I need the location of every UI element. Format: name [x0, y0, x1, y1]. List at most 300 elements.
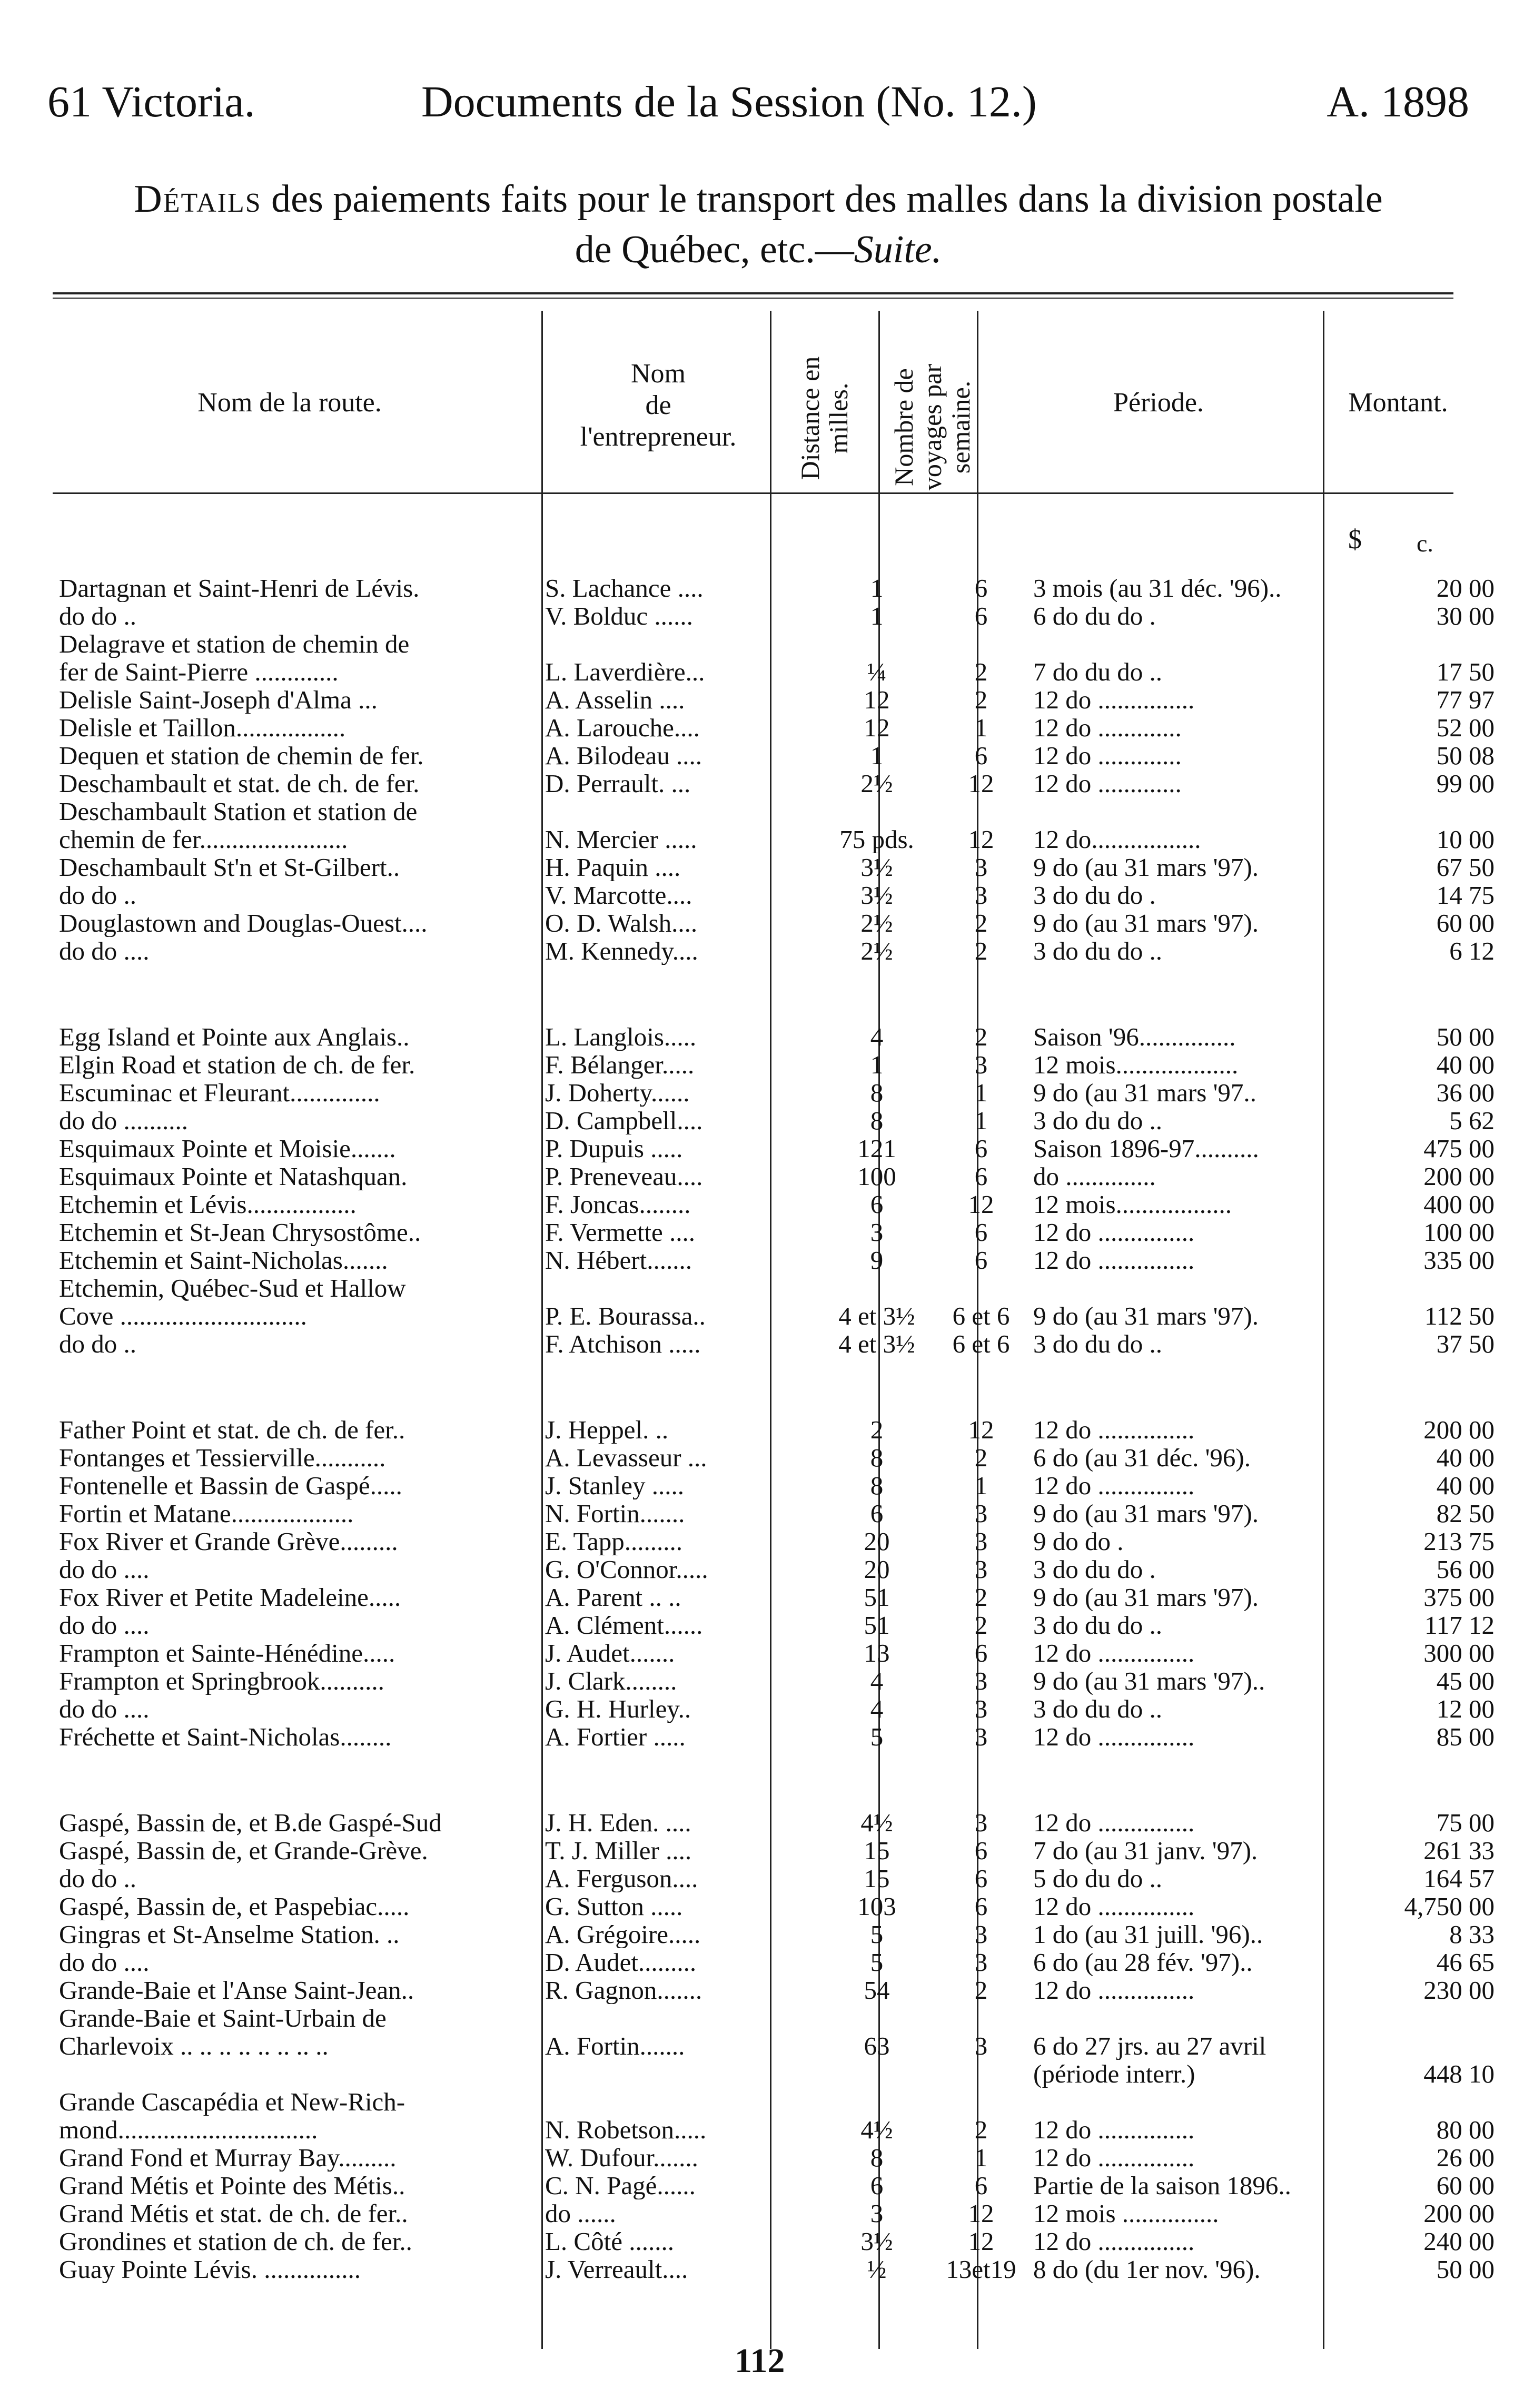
cell-distance: 4 [870, 1667, 884, 1695]
cell-contractor: G. Sutton ..... [545, 1892, 683, 1920]
table-row [53, 630, 1474, 658]
cell-period: 12 do ............... [1033, 1723, 1195, 1751]
cell-contractor: D. Campbell.... [545, 1107, 703, 1134]
cell-trips: 3 [974, 853, 988, 881]
cell-route: Grondines et station de ch. de fer.. [59, 2227, 412, 2255]
cell-amount: 335 00 [1423, 1246, 1495, 1274]
cell-contractor: E. Tapp......... [545, 1527, 683, 1555]
cell-distance: 6 [870, 1190, 884, 1218]
cell-trips: 6 [974, 1892, 988, 1920]
cell-amount: 448 10 [1423, 2060, 1495, 2088]
cell-contractor: N. Robetson..... [545, 2116, 707, 2144]
cell-route: Gaspé, Bassin de, et Paspebiac..... [59, 1892, 410, 1920]
table-row [53, 1444, 1495, 1472]
table-row [53, 881, 1495, 909]
cell-period: 9 do (au 31 mars '97).. [1033, 1667, 1265, 1695]
cell-contractor: F. Bélanger..... [545, 1051, 695, 1079]
cell-route: do do .. [59, 1330, 136, 1358]
cell-period: 9 do (au 31 mars '97). [1033, 1499, 1259, 1527]
cell-amount: 60 00 [1436, 2172, 1495, 2199]
col-contractor-line-2: de [645, 390, 671, 420]
cell-period: 12 do ............... [1033, 1892, 1195, 1920]
table-row [53, 825, 1495, 853]
cell-route: Etchemin et Lévis................. [59, 1190, 357, 1218]
cell-period: 12 do ............... [1033, 1246, 1195, 1274]
cell-trips: 3 [974, 1809, 988, 1837]
cell-route: Dartagnan et Saint-Henri de Lévis. [59, 574, 420, 602]
header-volume: 61 Victoria. [47, 77, 255, 126]
cell-amount: 475 00 [1423, 1134, 1495, 1162]
cell-amount: 230 00 [1423, 1976, 1495, 2004]
title-smallcaps: Détails [134, 177, 262, 221]
page-header [47, 76, 1469, 140]
cell-contractor: J. Audet....... [545, 1639, 675, 1667]
cell-period: 12 do ............... [1033, 2227, 1195, 2255]
cell-route: Grand Métis et Pointe des Métis.. [59, 2172, 405, 2199]
cell-route: Grande-Baie et Saint-Urbain de [59, 2004, 387, 2032]
cell-contractor: A. Fortier ..... [545, 1723, 686, 1751]
cell-amount: 60 00 [1436, 909, 1495, 937]
cell-amount: 40 00 [1436, 1472, 1495, 1499]
cell-trips: 6 et 6 [952, 1330, 1010, 1358]
table-row [53, 1667, 1495, 1695]
cell-route: do do .. [59, 1864, 136, 1892]
cell-period: do .............. [1033, 1162, 1156, 1190]
cell-contractor: L. Langlois..... [545, 1023, 697, 1051]
table-row [53, 853, 1495, 881]
cell-distance: 15 [864, 1837, 890, 1864]
cell-trips: 12 [968, 1416, 994, 1444]
table-row [53, 2144, 1495, 2172]
cell-trips: 6 [974, 1639, 988, 1667]
cell-route: Fortin et Matane................... [59, 1499, 354, 1527]
cell-period: 12 do ............... [1033, 1809, 1195, 1837]
col-distance [796, 339, 853, 497]
cell-amount: 40 00 [1436, 1051, 1495, 1079]
cell-contractor: A. Larouche.... [545, 714, 700, 742]
cell-trips: 2 [974, 1583, 988, 1611]
cell-trips: 2 [974, 658, 988, 686]
cell-period: 5 do du do .. [1033, 1864, 1162, 1892]
cell-trips: 6 et 6 [952, 1302, 1010, 1330]
cell-amount: 80 00 [1436, 2116, 1495, 2144]
cell-distance: 1 [870, 742, 884, 769]
col-contractor-line-3: l'entrepreneur. [580, 422, 737, 452]
table-row [53, 1583, 1495, 1611]
cell-amount: 30 00 [1436, 602, 1495, 630]
cell-amount: 8 33 [1449, 1920, 1495, 1948]
cell-distance: 3 [870, 2199, 884, 2227]
cell-contractor: F. Atchison ..... [545, 1330, 701, 1358]
cell-amount: 37 50 [1436, 1330, 1495, 1358]
cell-contractor: A. Ferguson.... [545, 1864, 698, 1892]
cell-distance: 51 [864, 1611, 890, 1639]
col-distance-line-2: milles. [824, 382, 853, 454]
cell-distance: 5 [870, 1948, 884, 1976]
col-period: Période. [1113, 388, 1204, 418]
cell-amount: 50 00 [1436, 1023, 1495, 1051]
cell-period: 9 do (au 31 mars '97). [1033, 909, 1259, 937]
table-row [53, 937, 1495, 965]
cell-period: 7 do du do .. [1033, 658, 1162, 686]
cell-trips: 6 [974, 1246, 988, 1274]
cell-trips: 1 [974, 2144, 988, 2172]
cell-period: 9 do (au 31 mars '97). [1033, 853, 1259, 881]
cell-route: do do .... [59, 1948, 150, 1976]
cell-trips: 12 [968, 2227, 994, 2255]
cell-route: chemin de fer....................... [59, 825, 348, 853]
cell-distance: 20 [864, 1555, 890, 1583]
cell-period: 12 do ............... [1033, 2144, 1195, 2172]
table-row [53, 1190, 1495, 1218]
cell-distance: 103 [857, 1892, 896, 1920]
cell-amount: 117 12 [1424, 1611, 1495, 1639]
cell-contractor: W. Dufour....... [545, 2144, 698, 2172]
cell-trips: 1 [974, 1107, 988, 1134]
cell-distance: 12 [864, 686, 890, 714]
cell-contractor: A. Grégoire..... [545, 1920, 701, 1948]
header-bottom-rule [53, 492, 1453, 494]
group-gap [53, 1358, 1474, 1416]
cell-route: do do .... [59, 1695, 150, 1723]
col-trips [889, 343, 975, 511]
cell-contractor: A. Fortin....... [545, 2032, 685, 2060]
cell-trips: 3 [974, 1948, 988, 1976]
cell-route: do do .......... [59, 1107, 188, 1134]
cell-trips: 6 [974, 1864, 988, 1892]
table-row [53, 1864, 1495, 1892]
table-row [53, 2060, 1495, 2088]
cell-route: do do .... [59, 937, 150, 965]
cell-route: do do .... [59, 1611, 150, 1639]
cell-route: Frampton et Sainte-Hénédine..... [59, 1639, 395, 1667]
cell-distance: 4 [870, 1695, 884, 1723]
cell-route: Etchemin, Québec-Sud et Hallow [59, 1274, 406, 1302]
cell-period: 12 mois ............... [1033, 2199, 1219, 2227]
cell-distance: 4 et 3½ [838, 1302, 915, 1330]
col-contractor-line-1: Nom [631, 359, 686, 389]
cell-trips: 2 [974, 1976, 988, 2004]
cell-trips: 12 [968, 1190, 994, 1218]
cell-route: Douglastown and Douglas-Ouest.... [59, 909, 428, 937]
cell-distance: 54 [864, 1976, 890, 2004]
cell-trips: 6 [974, 2172, 988, 2199]
cell-distance: 2 [870, 1416, 884, 1444]
cell-contractor: C. N. Pagé...... [545, 2172, 696, 2199]
cell-amount: 200 00 [1423, 1162, 1495, 1190]
cell-route: Escuminac et Fleurant.............. [59, 1079, 380, 1107]
cell-contractor: V. Marcotte.... [545, 881, 692, 909]
document-title [53, 174, 1464, 275]
cell-period: 12 do ............... [1033, 1416, 1195, 1444]
table-row [53, 1611, 1495, 1639]
cell-route: Grande Cascapédia et New-Rich- [59, 2088, 405, 2116]
table-row [53, 1023, 1495, 1051]
cell-amount: 99 00 [1436, 769, 1495, 797]
table-row [53, 1948, 1495, 1976]
cell-amount: 50 00 [1436, 2255, 1495, 2283]
cell-distance: 9 [870, 1246, 884, 1274]
table-row [53, 1695, 1495, 1723]
cell-route: Gingras et St-Anselme Station. .. [59, 1920, 400, 1948]
cell-route: Frampton et Springbrook.......... [59, 1667, 384, 1695]
cell-distance: 4 et 3½ [838, 1330, 915, 1358]
cell-contractor: P. Preneveau.... [545, 1162, 703, 1190]
cell-trips: 13et19 [946, 2255, 1016, 2283]
cell-route: Esquimaux Pointe et Natashquan. [59, 1162, 408, 1190]
cell-period: 3 do du do .. [1033, 1695, 1162, 1723]
cell-amount: 200 00 [1423, 2199, 1495, 2227]
header-year: A. 1898 [1327, 77, 1469, 126]
cell-contractor: H. Paquin .... [545, 853, 681, 881]
cell-route: Grand Fond et Murray Bay......... [59, 2144, 397, 2172]
cell-trips: 12 [968, 2199, 994, 2227]
cell-amount: 100 00 [1423, 1218, 1495, 1246]
cell-amount: 36 00 [1436, 1079, 1495, 1107]
table-row [53, 2255, 1495, 2283]
cell-contractor: J. Stanley ..... [545, 1472, 685, 1499]
table-row [53, 769, 1495, 797]
col-route: Nom de la route. [197, 388, 382, 418]
table-row [53, 1134, 1495, 1162]
cell-period: 3 do du do . [1033, 1555, 1156, 1583]
title-suite: Suite. [854, 228, 942, 271]
cell-contractor: do ...... [545, 2199, 616, 2227]
cell-amount: 261 33 [1423, 1837, 1495, 1864]
col-contractor [548, 358, 769, 453]
group-gap [53, 1751, 1474, 1809]
table-row [53, 1837, 1495, 1864]
cell-period: 6 do (au 28 fév. '97).. [1033, 1948, 1253, 1976]
table-row [53, 1162, 1495, 1190]
cell-route: Gaspé, Bassin de, et B.de Gaspé-Sud [59, 1809, 442, 1837]
cell-period: 8 do (du 1er nov. '96). [1033, 2255, 1261, 2283]
table-row [53, 1527, 1495, 1555]
cell-amount: 50 08 [1436, 742, 1495, 769]
table-row [53, 1920, 1495, 1948]
cell-trips: 3 [974, 1695, 988, 1723]
cell-trips: 6 [974, 1837, 988, 1864]
table-row [53, 658, 1495, 686]
cell-route: Fontanges et Tessierville........... [59, 1444, 386, 1472]
table-row [53, 1976, 1495, 2004]
cell-contractor: A. Levasseur ... [545, 1444, 707, 1472]
cell-contractor: O. D. Walsh.... [545, 909, 698, 937]
table-row [53, 742, 1495, 769]
cell-contractor: F. Vermette .... [545, 1218, 696, 1246]
cell-trips: 3 [974, 1555, 988, 1583]
cell-period: 12 do ............... [1033, 1472, 1195, 1499]
cell-contractor: J. Clark........ [545, 1667, 677, 1695]
cell-amount: 4,750 00 [1404, 1892, 1495, 1920]
cell-amount: 75 00 [1436, 1809, 1495, 1837]
table-row [53, 1723, 1495, 1751]
table-row [53, 2199, 1495, 2227]
top-rule-thin [53, 298, 1453, 299]
table-row [53, 1416, 1495, 1444]
cell-route: Deschambault Station et station de [59, 797, 418, 825]
cell-distance: 4 [870, 1023, 884, 1051]
cell-contractor: A. Asselin .... [545, 686, 685, 714]
cell-period: 12 do ............. [1033, 742, 1182, 769]
cell-distance: 121 [857, 1134, 896, 1162]
cell-distance: 1 [870, 574, 884, 602]
cell-amount: 52 00 [1436, 714, 1495, 742]
table-row [53, 2004, 1474, 2032]
cell-period: Saison '96............... [1033, 1023, 1236, 1051]
cell-period: 3 do du do .. [1033, 1330, 1162, 1358]
cell-contractor: A. Bilodeau .... [545, 742, 702, 769]
cell-period: 12 mois.................. [1033, 1190, 1232, 1218]
cell-contractor: F. Joncas........ [545, 1190, 691, 1218]
cell-trips: 6 [974, 1218, 988, 1246]
cell-distance: ¼ [867, 658, 887, 686]
title-line-1 [53, 174, 1464, 224]
cell-route: Fontenelle et Bassin de Gaspé..... [59, 1472, 402, 1499]
cell-amount: 40 00 [1436, 1444, 1495, 1472]
table-row [53, 1499, 1495, 1527]
header-title: Documents de la Session (No. 12.) [421, 77, 1037, 126]
cell-distance: 20 [864, 1527, 890, 1555]
cell-distance: 4½ [860, 1809, 893, 1837]
cell-trips: 1 [974, 1079, 988, 1107]
cell-contractor: P. E. Bourassa.. [545, 1302, 706, 1330]
cell-distance: 2½ [860, 909, 893, 937]
table-row [53, 1246, 1495, 1274]
cell-contractor: A. Parent .. .. [545, 1583, 681, 1611]
cell-trips: 1 [974, 714, 988, 742]
table-row [53, 686, 1495, 714]
cell-contractor: G. H. Hurley.. [545, 1695, 691, 1723]
payments-table [53, 574, 1495, 2283]
table-row [53, 1274, 1474, 1302]
cell-distance: 3½ [860, 853, 893, 881]
cell-distance: 4½ [860, 2116, 893, 2144]
table-row [53, 1472, 1495, 1499]
cell-period: 9 do (au 31 mars '97). [1033, 1583, 1259, 1611]
cell-period: 9 do (au 31 mars '97.. [1033, 1079, 1256, 1107]
cell-period: 12 do ............. [1033, 714, 1182, 742]
table-row [53, 1107, 1495, 1134]
cell-trips: 3 [974, 881, 988, 909]
cell-trips: 2 [974, 937, 988, 965]
table-row [53, 602, 1495, 630]
cell-trips: 3 [974, 1051, 988, 1079]
cell-route: Egg Island et Pointe aux Anglais.. [59, 1023, 410, 1051]
cell-amount: 300 00 [1423, 1639, 1495, 1667]
table-row [53, 2088, 1474, 2116]
cell-route: Guay Pointe Lévis. ............... [59, 2255, 361, 2283]
cell-distance: 8 [870, 1472, 884, 1499]
cell-trips: 1 [974, 1472, 988, 1499]
cell-route: Grand Métis et stat. de ch. de fer.. [59, 2199, 408, 2227]
cell-amount: 14 75 [1436, 881, 1495, 909]
cell-contractor: N. Mercier ..... [545, 825, 697, 853]
cell-trips: 2 [974, 2116, 988, 2144]
col-trips-line-3: semaine. [946, 380, 975, 474]
cell-period: 12 do ............... [1033, 686, 1195, 714]
cell-route: Elgin Road et station de ch. de fer. [59, 1051, 415, 1079]
cell-trips: 6 [974, 742, 988, 769]
cell-period: 9 do do . [1033, 1527, 1124, 1555]
cell-route: do do .. [59, 602, 136, 630]
cell-trips: 2 [974, 686, 988, 714]
cell-route: Etchemin et Saint-Nicholas....... [59, 1246, 388, 1274]
cell-amount: 240 00 [1423, 2227, 1495, 2255]
cell-amount: 82 50 [1436, 1499, 1495, 1527]
cell-trips: 3 [974, 1667, 988, 1695]
cell-period: 3 do du do .. [1033, 1107, 1162, 1134]
cell-amount: 46 65 [1436, 1948, 1495, 1976]
cell-route: Delisle Saint-Joseph d'Alma ... [59, 686, 378, 714]
cell-period: 6 do du do . [1033, 602, 1156, 630]
table-row [53, 1302, 1495, 1330]
col-amount: Montant. [1348, 388, 1448, 418]
cell-contractor: A. Clément...... [545, 1611, 703, 1639]
group-gap [53, 965, 1474, 1023]
cell-amount: 164 57 [1423, 1864, 1495, 1892]
cell-contractor: S. Lachance .... [545, 574, 704, 602]
col-distance-line-1: Distance en [795, 356, 825, 480]
table-row [53, 1051, 1495, 1079]
cell-amount: 6 12 [1449, 937, 1495, 965]
cell-trips: 6 [974, 574, 988, 602]
cell-contractor: D. Perrault. ... [545, 769, 691, 797]
cell-distance: 75 pds. [839, 825, 914, 853]
cell-period: 7 do (au 31 janv. '97). [1033, 1837, 1258, 1864]
cell-distance: 8 [870, 2144, 884, 2172]
cell-trips: 2 [974, 909, 988, 937]
table-row [53, 797, 1474, 825]
cell-period: 6 do 27 jrs. au 27 avril [1033, 2032, 1266, 2060]
cell-distance: 13 [864, 1639, 890, 1667]
cell-route: Deschambault et stat. de ch. de fer. [59, 769, 420, 797]
cell-period: 12 do ............... [1033, 1218, 1195, 1246]
cell-period: 12 do ............... [1033, 1976, 1195, 2004]
cell-contractor: J. H. Eden. .... [545, 1809, 691, 1837]
cell-period: 12 do................. [1033, 825, 1201, 853]
cell-contractor: V. Bolduc ...... [545, 602, 693, 630]
cell-trips: 3 [974, 1499, 988, 1527]
table-row [53, 1079, 1495, 1107]
table-row [53, 909, 1495, 937]
cell-amount: 112 50 [1424, 1302, 1495, 1330]
cell-period: 3 mois (au 31 déc. '96).. [1033, 574, 1282, 602]
cell-amount: 20 00 [1436, 574, 1495, 602]
cell-distance: 8 [870, 1079, 884, 1107]
table-row [53, 2172, 1495, 2199]
cell-trips: 3 [974, 2032, 988, 2060]
cell-distance: ½ [867, 2255, 887, 2283]
dollar-unit: $ [1348, 525, 1362, 555]
title-text-2: de Québec, etc.— [575, 228, 854, 271]
cell-route: Cove ............................. [59, 1302, 307, 1330]
cell-contractor: L. Côté ....... [545, 2227, 674, 2255]
cell-route: Gaspé, Bassin de, et Grande-Grève. [59, 1837, 428, 1864]
cell-trips: 3 [974, 1527, 988, 1555]
cell-period: 12 do ............... [1033, 2116, 1195, 2144]
cell-route: Etchemin et St-Jean Chrysostôme.. [59, 1218, 421, 1246]
cell-period: 3 do du do . [1033, 881, 1156, 909]
cell-amount: 67 50 [1436, 853, 1495, 881]
table-row [53, 1330, 1495, 1358]
cell-route: Esquimaux Pointe et Moisie....... [59, 1134, 396, 1162]
cell-amount: 12 00 [1436, 1695, 1495, 1723]
cell-distance: 5 [870, 1723, 884, 1751]
page-number: 112 [735, 2342, 785, 2380]
cell-period: 12 do ............... [1033, 1639, 1195, 1667]
cell-route: mond............................... [59, 2116, 318, 2144]
